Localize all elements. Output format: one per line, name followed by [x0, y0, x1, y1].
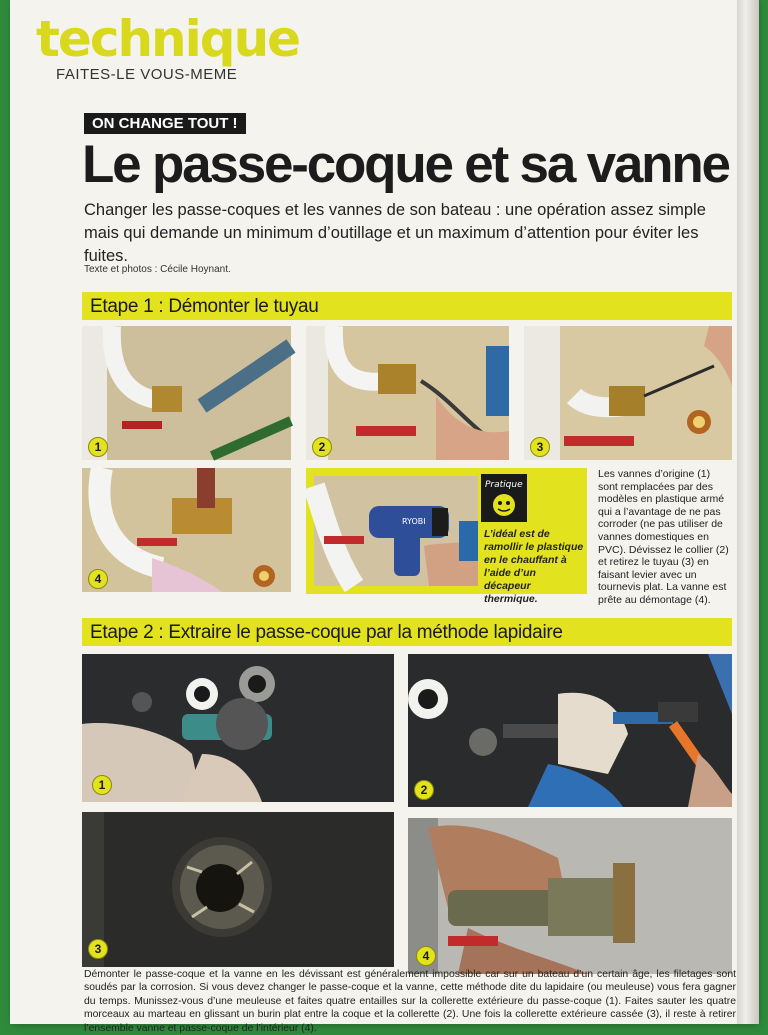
- step1-photo-4: [82, 468, 291, 592]
- photo-number: 4: [416, 946, 436, 966]
- article-credit: Texte et photos : Cécile Hoynant.: [84, 264, 231, 275]
- pratique-badge-label: Pratique: [485, 480, 523, 490]
- step2-photo-3: [82, 812, 394, 967]
- step2-photo-2: [408, 654, 732, 807]
- photo-number: 2: [312, 437, 332, 457]
- section-subtitle: FAITES-LE VOUS-MEME: [56, 66, 238, 83]
- step2-body-text: Démonter le passe-coque et la vanne en les dévissant est généralement impossible car sur un bateau d’un certain âge, les filetages sont soudés par la corrosion. Si vous devez changer le passe-coque et la vanne, cette méthode dite du lapidaire (ou meuleuse) vous fera gagner du temps. Munissez-vous d’une meuleuse et faites quatre entailles sur la collerette extérieure du passe-coque (1). Faites sauter les quatre morceaux au marteau en glissant un burin plat entre la coque et la collerette (2). Une fois la collerette extérieure cassée (3), il reste à retirer l’ensemble vanne et passe-coque de l’intérieur (4).: [84, 969, 736, 1034]
- photo-number: 4: [88, 569, 108, 589]
- tool-brand-label: RYOBI: [402, 517, 426, 526]
- photo-number: 1: [92, 775, 112, 795]
- photo-number: 2: [414, 780, 434, 800]
- step2-photo-1: [82, 654, 394, 802]
- mascot-icon: [493, 494, 515, 516]
- step1-heading: Etape 1 : Démonter le tuyau: [90, 296, 319, 317]
- photo-number: 1: [88, 437, 108, 457]
- page-edge: [737, 0, 759, 1024]
- pratique-text: L’idéal est de ramollir le plastique en le chauffant à l’aide d’un décapeur thermique.: [484, 528, 584, 605]
- pratique-box: [306, 468, 587, 605]
- section-title: technique: [36, 10, 300, 68]
- step1-photo-1: [82, 326, 291, 460]
- article-intro: Changer les passe-coques et les vannes de son bateau : une opération assez simple mais qui demande un minimum d’outillage et un maximum d’attention pour éviter les fuites.: [84, 201, 706, 265]
- step1-photo-2: [306, 326, 509, 460]
- step2-photo-4: [408, 818, 732, 974]
- step2-heading-bar: [82, 618, 732, 646]
- step1-caption: Les vannes d’origine (1) sont remplacées par des modèles en plastique armé qui a l’avantage de ne pas corroder (ne pas utiliser de vannes domestiques en PVC). Dévissez le collier (2) et retirez le tuyau (3) en faisant levier avec un tournevis plat. La vanne est prête au démontage (4).: [598, 468, 729, 606]
- step1-photo-3: [524, 326, 732, 460]
- heat-gun-photo: [314, 476, 478, 586]
- pratique-badge: [481, 474, 527, 522]
- kicker-label: ON CHANGE TOUT !: [84, 113, 246, 134]
- article-title: Le passe-coque et sa vanne: [82, 135, 729, 194]
- photo-number: 3: [530, 437, 550, 457]
- magazine-page: [10, 0, 755, 1034]
- step1-heading-bar: [82, 292, 732, 320]
- photo-number: 3: [88, 939, 108, 959]
- step2-heading: Etape 2 : Extraire le passe-coque par la méthode lapidaire: [90, 622, 563, 643]
